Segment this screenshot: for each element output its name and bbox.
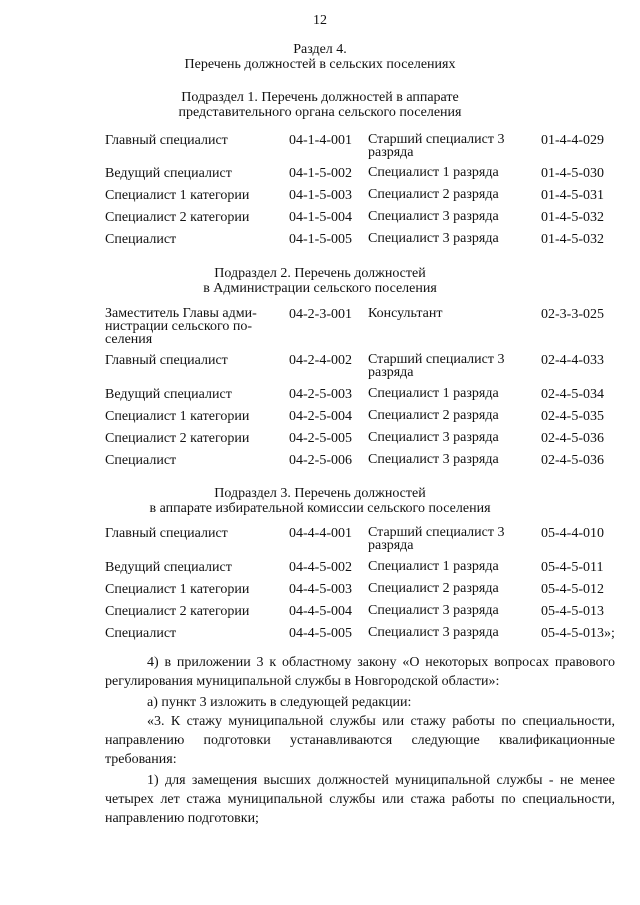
position-name: Главный специалист <box>105 353 228 368</box>
position-code: 01-4-4-029 <box>541 133 604 148</box>
position-code: 04-4-5-002 <box>289 560 352 575</box>
position-name: Заместитель Главы адми-нистрации сельского по-селения <box>105 306 257 347</box>
table-row <box>105 604 615 626</box>
position-code: 04-1-5-003 <box>289 188 352 203</box>
position-name: Ведущий специалист <box>105 166 232 181</box>
position-name: Специалист 1 категории <box>105 188 250 203</box>
position-name: Специалист 2 разряда <box>368 187 499 202</box>
table-row <box>105 166 615 188</box>
position-name: Специалист 3 разряда <box>368 452 499 467</box>
position-name: Старший специалист 3 разряда <box>368 132 505 160</box>
position-code: 05-4-5-013»; <box>541 626 615 641</box>
position-name: Специалист 3 разряда <box>368 209 499 224</box>
table-row <box>105 387 615 409</box>
subsection-2-title-line2: в Администрации сельского поселения <box>203 281 437 296</box>
position-name: Старший специалист 3 разряда <box>368 525 505 553</box>
subsection-1-title-line2: представительного органа сельского поселения <box>178 105 462 120</box>
position-code: 02-3-3-025 <box>541 307 604 322</box>
position-name: Специалист 2 разряда <box>368 581 499 596</box>
position-name: Специалист 3 разряда <box>368 231 499 246</box>
position-code: 04-2-4-002 <box>289 353 352 368</box>
table-row <box>105 431 615 453</box>
position-code: 04-4-4-001 <box>289 526 352 541</box>
table-row <box>105 526 615 560</box>
position-name: Ведущий специалист <box>105 387 232 402</box>
position-code: 01-4-5-032 <box>541 210 604 225</box>
position-code: 02-4-4-033 <box>541 353 604 368</box>
table-row <box>105 626 615 648</box>
position-name: Специалист 1 разряда <box>368 386 499 401</box>
position-code: 04-4-5-004 <box>289 604 352 619</box>
position-code: 05-4-5-013 <box>541 604 604 619</box>
position-code: 05-4-5-012 <box>541 582 604 597</box>
table-row <box>105 353 615 387</box>
subsection-3-table <box>105 526 615 648</box>
position-code: 04-4-5-003 <box>289 582 352 597</box>
position-code: 04-1-5-002 <box>289 166 352 181</box>
table-row <box>105 307 615 353</box>
subsection-2-table <box>105 307 615 475</box>
subsection-2-title-line1: Подраздел 2. Перечень должностей <box>214 266 426 281</box>
position-name: Специалист 3 разряда <box>368 625 499 640</box>
position-name: Специалист <box>105 626 177 641</box>
table-row <box>105 188 615 210</box>
position-code: 04-1-4-001 <box>289 133 352 148</box>
section-subtitle: Перечень должностей в сельских поселениях <box>184 57 456 72</box>
position-name: Специалист 1 категории <box>105 582 250 597</box>
position-code: 04-2-5-003 <box>289 387 352 402</box>
position-name: Главный специалист <box>105 526 228 541</box>
table-row <box>105 409 615 431</box>
paragraph-point-a: а) пункт 3 изложить в следующей редакции: <box>147 695 412 710</box>
position-code: 04-4-5-005 <box>289 626 352 641</box>
position-code: 02-4-5-035 <box>541 409 604 424</box>
page-number: 12 <box>313 13 327 28</box>
position-code: 04-1-5-004 <box>289 210 352 225</box>
position-name: Специалист 1 разряда <box>368 559 499 574</box>
subsection-1-title-line1: Подраздел 1. Перечень должностей в аппарате <box>181 90 459 105</box>
table-row <box>105 453 615 475</box>
position-name: Специалист 2 разряда <box>368 408 499 423</box>
position-code: 02-4-5-034 <box>541 387 604 402</box>
position-code: 04-2-3-001 <box>289 307 352 322</box>
table-row <box>105 133 615 166</box>
position-name: Специалист 1 категории <box>105 409 250 424</box>
table-row <box>105 232 615 254</box>
paragraph-amendment-4: 4) в приложении 3 к областному закону «О некоторых вопросах правового регулирования муниципальной службы в Новгородской области»: <box>105 655 615 689</box>
position-name: Специалист 2 категории <box>105 210 250 225</box>
position-code: 01-4-5-030 <box>541 166 604 181</box>
position-code: 04-1-5-005 <box>289 232 352 247</box>
position-name: Консультант <box>368 306 443 321</box>
position-name: Специалист 2 категории <box>105 431 250 446</box>
position-code: 02-4-5-036 <box>541 431 604 446</box>
section-title: Раздел 4. <box>293 42 347 57</box>
position-code: 01-4-5-031 <box>541 188 604 203</box>
subsection-1-table <box>105 133 615 254</box>
position-name: Специалист <box>105 453 177 468</box>
position-name: Специалист 1 разряда <box>368 165 499 180</box>
position-code: 04-2-5-004 <box>289 409 352 424</box>
position-name: Ведущий специалист <box>105 560 232 575</box>
position-name: Специалист <box>105 232 177 247</box>
position-code: 04-2-5-005 <box>289 431 352 446</box>
position-name: Специалист 3 разряда <box>368 430 499 445</box>
table-row <box>105 582 615 604</box>
position-name: Старший специалист 3 разряда <box>368 352 505 380</box>
subsection-3-title-line2: в аппарате избирательной комиссии сельского поселения <box>149 501 491 516</box>
paragraph-clause-3-1: 1) для замещения высших должностей муниципальной службы - не менее четырех лет стажа муниципальной службы или стажа работы по специальности, направлению подготовки; <box>105 773 615 826</box>
position-code: 05-4-4-010 <box>541 526 604 541</box>
position-code: 05-4-5-011 <box>541 560 604 575</box>
position-code: 04-2-5-006 <box>289 453 352 468</box>
position-name: Главный специалист <box>105 133 228 148</box>
subsection-3-title-line1: Подраздел 3. Перечень должностей <box>214 486 426 501</box>
position-code: 02-4-5-036 <box>541 453 604 468</box>
position-code: 01-4-5-032 <box>541 232 604 247</box>
table-row <box>105 210 615 232</box>
position-name: Специалист 2 категории <box>105 604 250 619</box>
paragraph-clause-3: «3. К стажу муниципальной службы или стажу работы по специальности, направлению подготовки устанавливаются следующие квалификационные требования: <box>105 714 615 767</box>
position-name: Специалист 3 разряда <box>368 603 499 618</box>
table-row <box>105 560 615 582</box>
